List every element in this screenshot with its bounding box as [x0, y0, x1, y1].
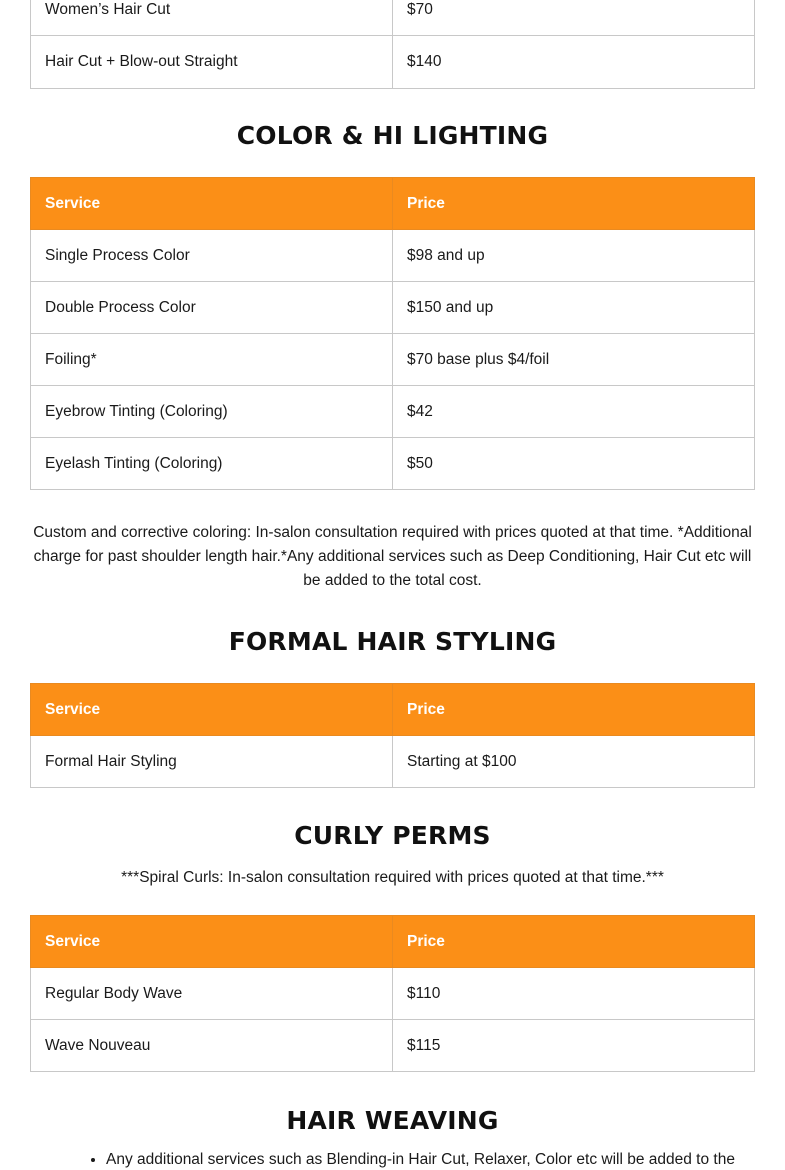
price-cell: $110	[393, 968, 755, 1020]
service-cell: Hair Cut + Blow-out Straight	[31, 36, 393, 89]
table-row	[31, 36, 755, 89]
table-header-row	[31, 684, 755, 736]
table-row	[31, 386, 755, 438]
price-cell: $70	[393, 0, 755, 36]
price-cell: $42	[393, 386, 755, 438]
service-cell: Formal Hair Styling	[31, 736, 393, 788]
table-row	[31, 282, 755, 334]
service-cell: Regular Body Wave	[31, 968, 393, 1020]
list-item: • Any additional services such as Blending-in Hair Cut, Relaxer, Color etc will be added to the	[106, 1150, 766, 1170]
price-cell: $115	[393, 1020, 755, 1072]
table-header-row	[31, 916, 755, 968]
hair-weaving-notes-list	[58, 1150, 766, 1170]
table-row	[31, 736, 755, 788]
section-title-hair-weaving: HAIR WEAVING	[286, 1106, 499, 1135]
price-cell: $50	[393, 438, 755, 490]
service-column-header: Service	[31, 916, 393, 968]
service-cell: Wave Nouveau	[31, 1020, 393, 1072]
section-title-formal-styling: FORMAL HAIR STYLING	[228, 627, 557, 656]
price-cell: $150 and up	[393, 282, 755, 334]
service-cell: Eyelash Tinting (Coloring)	[31, 438, 393, 490]
service-cell: Women’s Hair Cut	[31, 0, 393, 36]
haircut-price-table	[30, 0, 755, 89]
service-cell: Eyebrow Tinting (Coloring)	[31, 386, 393, 438]
price-cell: $98 and up	[393, 230, 755, 282]
table-row	[31, 1020, 755, 1072]
price-cell: Starting at $100	[393, 736, 755, 788]
price-cell: $70 base plus $4/foil	[393, 334, 755, 386]
formal-styling-price-table	[30, 683, 755, 788]
color-price-table	[30, 177, 755, 490]
price-column-header: Price	[393, 916, 755, 968]
price-cell: $140	[393, 36, 755, 89]
price-column-header: Price	[393, 684, 755, 736]
color-consultation-note: Custom and corrective coloring: In-salon consultation required with prices quoted at that time. *Additional charge for past shoulder length hair.*Any additional services such as Deep Conditioning, Hair Cut etc will be added to the total cost.	[33, 524, 752, 589]
table-row	[31, 230, 755, 282]
table-row	[31, 0, 755, 36]
table-header-row	[31, 178, 755, 230]
section-title-curly-perms: CURLY PERMS	[294, 821, 491, 850]
price-column-header: Price	[393, 178, 755, 230]
curly-perms-price-table	[30, 915, 755, 1072]
section-title-color: COLOR & HI LIGHTING	[236, 121, 549, 150]
table-row	[31, 334, 755, 386]
service-cell: Single Process Color	[31, 230, 393, 282]
service-column-header: Service	[31, 684, 393, 736]
service-cell: Foiling*	[31, 334, 393, 386]
service-cell: Double Process Color	[31, 282, 393, 334]
table-row	[31, 968, 755, 1020]
service-column-header: Service	[31, 178, 393, 230]
table-row	[31, 438, 755, 490]
spiral-curls-note: ***Spiral Curls: In-salon consultation required with prices quoted at that time.***	[121, 869, 664, 886]
